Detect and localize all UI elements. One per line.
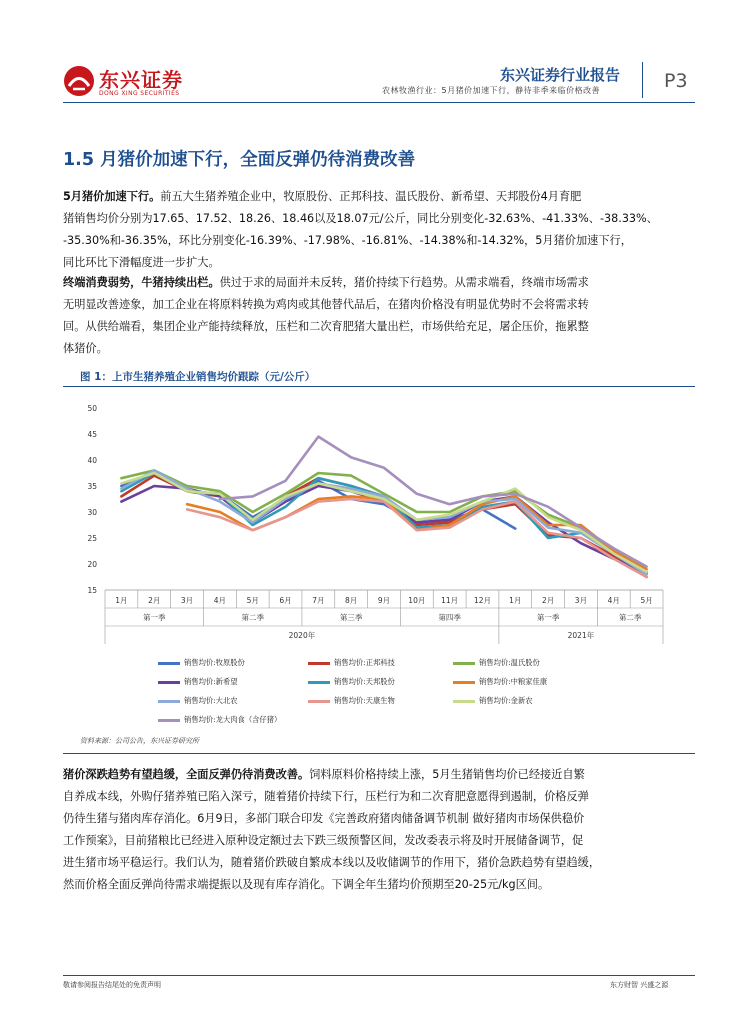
legend-label: 销售均价:天邦股份 [334, 677, 395, 686]
y-tick-label: 30 [87, 508, 97, 517]
paragraph-3-line: 仍待生猪与猪肉库存消化。6月9日，多部门联合印发《完善政府猪肉储备调节机制 做好猪肉市场保供稳价 [63, 812, 585, 825]
page-number: P3 [664, 70, 688, 92]
legend-swatch [158, 662, 180, 665]
legend-label: 销售均价:正邦科技 [334, 658, 395, 667]
paragraph-3 [63, 764, 695, 896]
paragraph-3-line: 进生猪市场平稳运行。我们认为，随着猪价跌破自繁成本线以及收储调节的作用下，猪价急跌趋势有望趋缓， [63, 856, 601, 869]
paragraph-3-line: 自养成本线，外购仔猪养殖已陷入深亏，随着猪价持续下行，压栏行为和二次育肥意愿得到遏制，价格反弹 [63, 790, 589, 803]
legend-item [453, 677, 547, 687]
x-tick-label: 4月 [213, 596, 227, 605]
figure-title-rule [63, 386, 695, 387]
header-divider-vertical [642, 62, 643, 98]
y-tick-label: 35 [87, 482, 97, 491]
report-type: 东兴证券行业报告 [500, 66, 621, 84]
legend-swatch [158, 719, 180, 722]
legend-swatch [158, 681, 180, 684]
legend-label: 销售均价:新希望 [184, 677, 238, 686]
paragraph-2-line: 回。从供给端看，集团企业产能持续释放，压栏和二次育肥猪大量出栏，市场供给充足，屠企压价，拖累整 [63, 320, 589, 333]
y-tick-label: 25 [87, 534, 97, 543]
quarter-label: 第二季 [618, 613, 642, 622]
paragraph-3-lead: 猪价深跌趋势有望趋缓，全面反弹仍待消费改善。 [63, 768, 310, 781]
legend-swatch [308, 662, 330, 665]
legend-swatch [453, 662, 475, 665]
paragraph-2 [63, 272, 695, 360]
x-tick-label: 1月 [509, 596, 522, 605]
paragraph-1-line: -35.30%和-36.35%，环比分别变化-16.39%、-17.98%、-16.81%、-14.38%和-14.32%，5月猪价加速下行， [63, 234, 632, 247]
legend-label: 销售均价:温氏股份 [479, 658, 540, 667]
x-tick-label: 6月 [279, 596, 292, 605]
y-tick-label: 15 [87, 586, 97, 595]
legend-item [308, 677, 395, 687]
legend-item [158, 715, 281, 725]
quarter-label: 第二季 [241, 613, 264, 622]
paragraph-1-line: 同比环比下滑幅度进一步扩大。 [63, 256, 220, 269]
y-tick-label: 20 [87, 560, 97, 569]
legend-item [308, 658, 395, 668]
y-tick-label: 50 [87, 404, 97, 413]
logo-icon [63, 65, 95, 97]
report-subtitle: 农林牧渔行业：5月猪价加速下行，静待非季来临价格改善 [382, 86, 601, 95]
paragraph-1-line: 前五大生猪养殖企业中，牧原股份、正邦科技、温氏股份、新希望、天邦股份4月育肥 [160, 190, 582, 203]
x-tick-label: 8月 [345, 596, 358, 605]
x-tick-label: 3月 [574, 596, 588, 605]
figure-title: 图 1：上市生猪养殖企业销售均价跟踪（元/公斤） [80, 371, 316, 383]
quarter-label: 第一季 [536, 613, 560, 622]
x-tick-label: 3月 [180, 596, 194, 605]
header-rule [63, 102, 695, 103]
paragraph-2-line: 供过于求的局面并未反转，猪价持续下行趋势。从需求端看，终端市场需求 [219, 276, 589, 289]
quarter-label: 第一季 [142, 613, 166, 622]
x-tick-label: 5月 [640, 596, 653, 605]
legend-item [453, 696, 533, 706]
paragraph-3-line: 工作预案》，目前猪粮比已经进入原种设定额过去下跌三级预警区间，发改委表示将及时开展储备调节，促 [63, 834, 584, 847]
legend-item [453, 658, 540, 668]
legend-item [308, 696, 395, 706]
year-label: 2021年 [567, 631, 595, 640]
legend-label: 销售均价:天康生物 [334, 696, 395, 705]
x-tick-label: 10月 [408, 596, 426, 605]
figure-source: 资料来源：公司公告，东兴证券研究所 [80, 737, 199, 745]
x-tick-label: 7月 [312, 596, 325, 605]
paragraph-1 [63, 186, 695, 274]
x-tick-label: 5月 [246, 596, 259, 605]
x-tick-label: 11月 [441, 596, 459, 605]
legend-swatch [308, 681, 330, 684]
series-line [121, 470, 646, 572]
chart-legend [63, 650, 695, 725]
paragraph-3-line: 饲料原料价格持续上涨，5月生猪销售均价已经接近自繁 [309, 768, 585, 781]
x-tick-label: 2月 [148, 596, 161, 605]
legend-label: 销售均价:龙大肉食（含仔猪） [184, 715, 282, 724]
x-tick-label: 2月 [541, 596, 555, 605]
x-tick-label: 1月 [115, 596, 128, 605]
legend-item [158, 658, 245, 668]
legend-item [158, 696, 238, 706]
legend-swatch [453, 700, 475, 703]
legend-label: 销售均价:牧原股份 [184, 658, 245, 667]
x-tick-label: 9月 [377, 596, 391, 605]
legend-label: 销售均价:中粮家佳康 [479, 677, 548, 686]
section-title: 1.5 月猪价加速下行，全面反弹仍待消费改善 [63, 150, 416, 170]
x-tick-label: 4月 [607, 596, 620, 605]
paragraph-2-lead: 终端消费弱势，牛猪持续出栏。 [63, 276, 220, 289]
year-label: 2020年 [288, 631, 316, 640]
logo-subtext: DONG XING SECURITIES [99, 90, 180, 97]
y-tick-label: 45 [87, 430, 97, 439]
legend-swatch [158, 700, 180, 703]
paragraph-3-line: 然而价格全面反弹尚待需求端提振以及现有库存消化。下调全年生猪均价预期至20-25元/kg区间。 [63, 878, 550, 891]
paragraph-2-line: 无明显改善迹象，加工企业在将原料转换为鸡肉或其他替代品后，在猪肉价格没有明显优势时不会将需求转 [63, 298, 589, 311]
legend-label: 销售均价:金新农 [479, 696, 533, 705]
footer-rule [63, 975, 695, 976]
paragraph-1-lead: 5月猪价加速下行。 [63, 190, 161, 203]
legend-swatch [308, 700, 330, 703]
footer-slogan: 东方财智 兴盛之源 [610, 981, 669, 989]
legend-item [158, 677, 238, 687]
logo [63, 62, 183, 102]
footer-disclaimer: 敬请参阅报告结尾处的免责声明 [63, 981, 161, 989]
quarter-label: 第四季 [438, 613, 461, 622]
legend-label: 销售均价:大北农 [184, 696, 238, 705]
figure-bottom-rule [63, 753, 695, 754]
y-tick-label: 40 [87, 456, 97, 465]
legend-swatch [453, 681, 475, 684]
quarter-label: 第三季 [339, 613, 363, 622]
logo-text: 东兴证券 [99, 68, 183, 92]
paragraph-1-line: 猪销售均价分别为17.65、17.52、18.26、18.46以及18.07元/公斤，同比分别变化-32.63%、-41.33%、-38.33%、 [63, 212, 658, 225]
x-tick-label: 12月 [473, 596, 491, 605]
paragraph-2-line: 体猪价。 [63, 342, 108, 355]
